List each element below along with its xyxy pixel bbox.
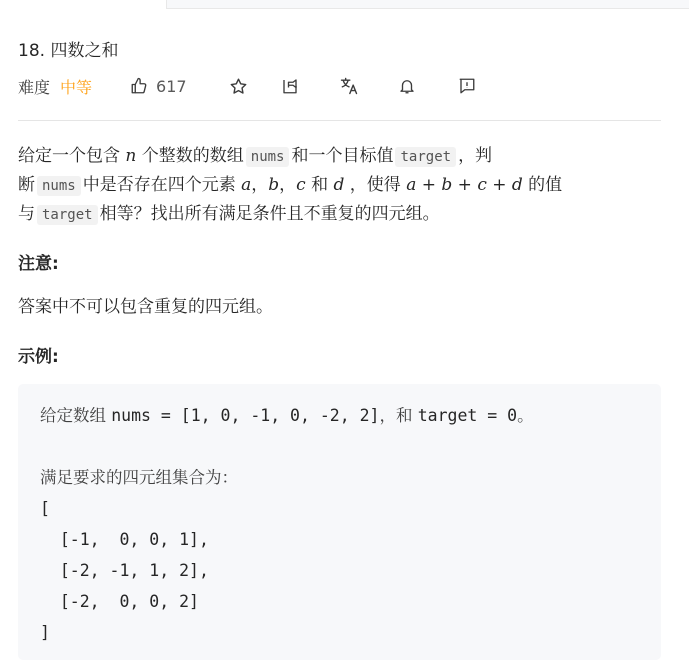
share-button[interactable] <box>278 74 302 98</box>
description-line <box>18 200 658 229</box>
problem-description <box>18 142 658 229</box>
text: 和一个目标值 <box>291 146 394 166</box>
text: 个整数的数组 <box>136 146 244 166</box>
inline-code-target: target <box>395 147 456 167</box>
example-heading: 示例: <box>18 347 59 367</box>
problem-title: 18. 四数之和 <box>18 41 119 61</box>
example-output-line: [-1, 0, 0, 1], <box>40 530 209 549</box>
description-line <box>18 171 658 200</box>
text: 给定数组 <box>40 406 112 425</box>
example-blank-line <box>40 431 661 462</box>
thumbs-up-icon <box>130 77 148 95</box>
variable-d: d <box>333 175 345 195</box>
subscribe-button[interactable] <box>395 74 419 98</box>
text: 的值 <box>522 175 563 195</box>
feedback-button[interactable] <box>455 74 479 98</box>
note-text: 答案中不可以包含重复的四元组。 <box>18 297 273 317</box>
inline-code-nums: nums <box>37 176 81 196</box>
text: 断 <box>18 175 35 195</box>
example-output-line: ] <box>40 623 50 642</box>
feedback-icon <box>458 77 476 95</box>
separator: ， <box>251 175 269 195</box>
like-count: 617 <box>156 76 187 96</box>
text: ，使得 <box>344 175 407 195</box>
difficulty-label: 难度 <box>18 77 51 97</box>
variable-a: a <box>241 175 252 195</box>
note-heading: 注意: <box>18 254 59 274</box>
example-result-label: 满足要求的四元组集合为： <box>40 468 238 487</box>
code-target: target = 0 <box>417 406 518 425</box>
text: 与 <box>18 204 35 224</box>
inline-code-nums: nums <box>246 147 290 167</box>
bell-icon <box>398 77 416 95</box>
example-given-line <box>40 400 661 431</box>
text: 中是否存在四个元素 <box>82 175 242 195</box>
text: 相等？找出所有满足条件且不重复的四元组。 <box>99 204 440 224</box>
text: 给定一个包含 <box>18 146 126 166</box>
share-icon <box>281 77 299 95</box>
text: ，判 <box>458 146 493 166</box>
variable-n: n <box>125 146 137 166</box>
example-output-line: [ <box>40 499 50 518</box>
like-button[interactable] <box>130 77 187 96</box>
variable-c: c <box>296 175 306 195</box>
example-output-line: [-2, -1, 1, 2], <box>40 561 209 580</box>
translate-icon <box>339 76 359 96</box>
sum-expression: a + b + c + d <box>406 175 523 195</box>
text: 。 <box>517 406 534 425</box>
inline-code-target: target <box>37 205 98 225</box>
text: ，和 <box>379 406 418 425</box>
header-divider <box>18 120 661 121</box>
top-tab-bar <box>166 0 689 9</box>
difficulty-badge: 中等 <box>60 77 93 97</box>
favorite-button[interactable] <box>227 74 251 98</box>
description-line <box>18 142 658 171</box>
variable-b: b <box>268 175 280 195</box>
star-icon <box>229 77 248 96</box>
code-nums: nums = [1, 0, -1, 0, -2, 2] <box>111 406 380 425</box>
example-code-block <box>18 384 661 660</box>
translate-button[interactable] <box>337 74 361 98</box>
separator: 和 <box>305 175 334 195</box>
example-output-line: [-2, 0, 0, 2] <box>40 592 199 611</box>
separator: ， <box>279 175 297 195</box>
problem-meta-bar <box>18 74 661 98</box>
